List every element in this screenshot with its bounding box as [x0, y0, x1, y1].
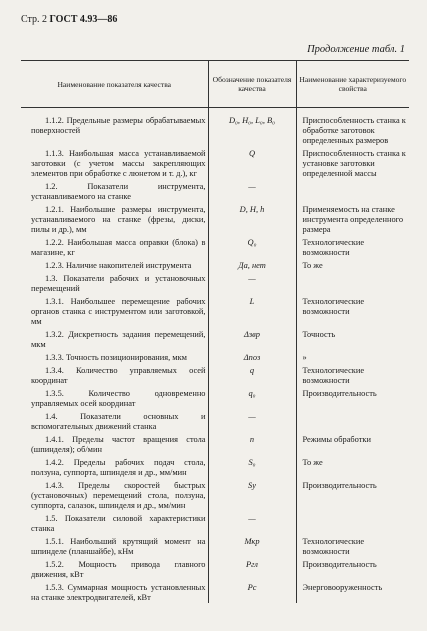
property-cell: Энерговооруженность [296, 580, 409, 603]
table-row [21, 409, 409, 432]
property-cell: То же [296, 258, 409, 271]
table-row [21, 146, 409, 179]
table-row [21, 432, 409, 455]
property-cell [296, 179, 409, 202]
property-cell: Технологические возможности [296, 235, 409, 258]
indicator-name-cell: 1.4.1. Пределы частот вращения стола (шпинделя); об/мин [31, 435, 206, 454]
indicator-symbol-cell: — [208, 409, 296, 432]
indicator-symbol-cell: Q₀ [208, 235, 296, 258]
column-header-name: Наименование показателя качества [21, 61, 208, 108]
property-cell: Технологические возможности [296, 294, 409, 327]
table-row [21, 235, 409, 258]
indicator-symbol-cell: D, H, h [208, 202, 296, 235]
property-cell [296, 271, 409, 294]
table-row [21, 557, 409, 580]
page-label: Стр. 2 [21, 14, 48, 25]
property-cell: Приспособленность станка к обработке заготовок определенных размеров [296, 108, 409, 147]
indicator-symbol-cell: Mкр [208, 534, 296, 557]
standard-label: ГОСТ 4.93—86 [49, 14, 118, 25]
property-cell: Приспособленность станка к установке заготовки определенной массы [296, 146, 409, 179]
indicator-name-cell: 1.3.4. Количество управляемых осей координат [31, 366, 206, 385]
indicator-name-cell: 1.2. Показатели инструмента, устанавливаемого на станке [31, 182, 206, 201]
page-header [21, 14, 117, 25]
property-cell: Технологические возможности [296, 534, 409, 557]
table-row [21, 258, 409, 271]
table-row [21, 179, 409, 202]
table-row [21, 511, 409, 534]
column-header-symbol: Обозначение показателя качества [208, 61, 296, 108]
indicator-symbol-cell: Q [208, 146, 296, 179]
property-cell: Производительность [296, 386, 409, 409]
table-row [21, 534, 409, 557]
property-cell: Режимы обработки [296, 432, 409, 455]
table-row [21, 202, 409, 235]
indicator-name-cell: 1.1.3. Наибольшая масса устанавливаемой заготовки (с учетом массы закрепляющих элементов при обработке с люнетом и т. д.), кг [31, 149, 206, 178]
indicator-name-cell: 1.3.5. Количество одновременно управляемых осей координат [31, 389, 206, 408]
indicator-name-cell: 1.5.3. Суммарная мощность установленных на станке электродвигателей, кВт [31, 583, 206, 602]
indicator-symbol-cell: L [208, 294, 296, 327]
indicator-symbol-cell: Δзвр [208, 327, 296, 350]
table-row [21, 386, 409, 409]
indicator-symbol-cell: Pгл [208, 557, 296, 580]
table-row [21, 350, 409, 363]
quality-indicators-table [21, 60, 409, 603]
indicator-symbol-cell: — [208, 271, 296, 294]
indicator-symbol-cell: n [208, 432, 296, 455]
table-row [21, 271, 409, 294]
table-row [21, 478, 409, 511]
table-header-row [21, 61, 409, 108]
indicator-name-cell: 1.4.3. Пределы скоростей быстрых (установочных) перемещений стола, ползуна, суппорта, салазок, шпинделя и др., мм/мин [31, 481, 206, 510]
table-row [21, 363, 409, 386]
column-header-property: Наименование характеризуемого свойства [296, 61, 409, 108]
table-row [21, 108, 409, 147]
indicator-name-cell: 1.4. Показатели основных и вспомогательных движений станка [31, 412, 206, 431]
indicator-symbol-cell: — [208, 179, 296, 202]
indicator-name-cell: 1.3.1. Наибольшее перемещение рабочих органов станка с инструментом или заготовкой, мм [31, 297, 206, 326]
indicator-symbol-cell: Pс [208, 580, 296, 603]
indicator-symbol-cell: Да, нет [208, 258, 296, 271]
indicator-symbol-cell: Sу [208, 478, 296, 511]
table-continuation-caption: Продолжение табл. 1 [307, 44, 405, 55]
indicator-symbol-cell: — [208, 511, 296, 534]
property-cell [296, 511, 409, 534]
indicator-symbol-cell: q [208, 363, 296, 386]
indicator-symbol-cell: Δпоз [208, 350, 296, 363]
table-row [21, 327, 409, 350]
property-cell: Производительность [296, 557, 409, 580]
indicator-name-cell: 1.5. Показатели силовой характеристики станка [31, 514, 206, 533]
property-cell: То же [296, 455, 409, 478]
property-cell: Производительность [296, 478, 409, 511]
indicator-name-cell: 1.5.2. Мощность привода главного движения, кВт [31, 560, 206, 579]
property-cell: Точность [296, 327, 409, 350]
table-row [21, 294, 409, 327]
indicator-name-cell: 1.5.1. Наибольший крутящий момент на шпинделе (планшайбе), кНм [31, 537, 206, 556]
table-row [21, 455, 409, 478]
property-cell: Технологические возможности [296, 363, 409, 386]
table-row [21, 580, 409, 603]
property-cell: Применяемость на станке инструмента определенного размера [296, 202, 409, 235]
indicator-name-cell: 1.3.3. Точность позиционирования, мкм [45, 353, 187, 362]
indicator-symbol-cell: D₀, H₀, L₀, B₀ [208, 108, 296, 147]
indicator-name-cell: 1.4.2. Пределы рабочих подач стола, ползуна, суппорта, шпинделя и др., мм/мин [31, 458, 206, 477]
indicator-name-cell: 1.2.3. Наличие накопителей инструмента [45, 261, 192, 270]
indicator-name-cell: 1.2.2. Наибольшая масса оправки (блока) в магазине, кг [31, 238, 206, 257]
indicator-symbol-cell: q₀ [208, 386, 296, 409]
indicator-name-cell: 1.3.2. Дискретность задания перемещений, мкм [31, 330, 206, 349]
indicator-name-cell: 1.1.2. Предельные размеры обрабатываемых поверхностей [31, 116, 206, 135]
indicator-name-cell: 1.3. Показатели рабочих и установочных перемещений [31, 274, 206, 293]
property-cell: » [296, 350, 409, 363]
property-cell [296, 409, 409, 432]
indicator-name-cell: 1.2.1. Наибольшие размеры инструмента, устанавливаемого на станке (фрезы, диски, пилы и др.), мм [31, 205, 206, 234]
indicator-symbol-cell: S₀ [208, 455, 296, 478]
